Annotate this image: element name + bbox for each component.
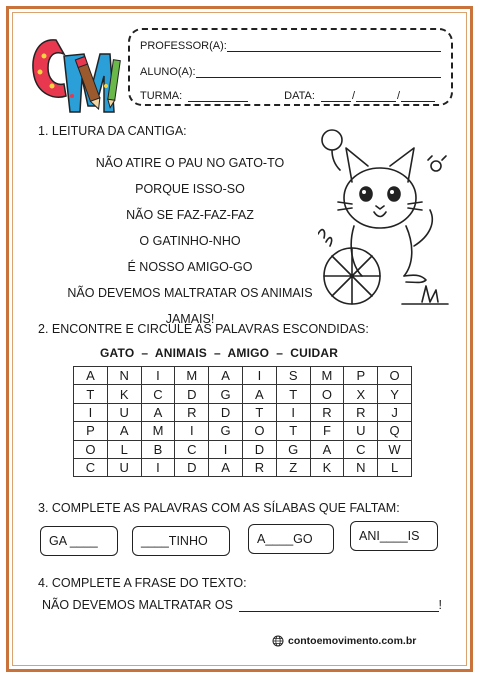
syllable-box[interactable]: A____GO <box>248 524 334 554</box>
grid-cell[interactable]: Q <box>378 422 412 440</box>
grid-cell[interactable]: S <box>276 367 310 385</box>
aluno-line <box>140 66 441 78</box>
grid-cell[interactable]: T <box>242 403 276 421</box>
grid-cell[interactable]: U <box>107 458 141 476</box>
month-field[interactable] <box>356 90 396 102</box>
grid-cell[interactable]: T <box>74 385 108 403</box>
grid-cell[interactable]: R <box>175 403 209 421</box>
grid-cell[interactable]: O <box>74 440 108 458</box>
grid-cell[interactable]: I <box>74 403 108 421</box>
grid-row <box>74 403 412 421</box>
grid-cell[interactable]: M <box>141 422 175 440</box>
grid-cell[interactable]: A <box>209 458 243 476</box>
grid-cell[interactable]: A <box>242 385 276 403</box>
kitten-with-ball-illustration <box>318 126 454 312</box>
grid-cell[interactable]: U <box>344 422 378 440</box>
section1-title: 1. LEITURA DA CANTIGA: <box>38 124 187 138</box>
grid-row <box>74 458 412 476</box>
grid-cell[interactable]: L <box>107 440 141 458</box>
grid-cell[interactable]: I <box>141 458 175 476</box>
grid-cell[interactable]: T <box>276 385 310 403</box>
professor-field[interactable] <box>227 40 441 52</box>
sentence-text: NÃO DEVEMOS MALTRATAR OS <box>42 598 233 612</box>
grid-cell[interactable]: O <box>310 385 344 403</box>
grid-cell[interactable]: U <box>107 403 141 421</box>
grid-cell[interactable]: D <box>242 440 276 458</box>
grid-cell[interactable]: P <box>344 367 378 385</box>
hidden-words-list: GATO – ANIMAIS – AMIGO – CUIDAR <box>100 346 339 360</box>
turma-field[interactable] <box>188 90 248 102</box>
song-lyrics <box>40 150 340 332</box>
song-line: É NOSSO AMIGO-GO <box>127 260 253 274</box>
grid-cell[interactable]: D <box>175 458 209 476</box>
footer <box>272 635 416 647</box>
syllable-box[interactable]: GA ____ <box>40 526 118 556</box>
grid-cell[interactable]: A <box>310 440 344 458</box>
turma-label: TURMA: <box>140 90 183 102</box>
grid-cell[interactable]: L <box>378 458 412 476</box>
grid-cell[interactable]: I <box>242 367 276 385</box>
grid-cell[interactable]: K <box>310 458 344 476</box>
grid-cell[interactable]: Y <box>378 385 412 403</box>
grid-cell[interactable]: M <box>175 367 209 385</box>
syllable-box[interactable]: ____TINHO <box>132 526 230 556</box>
footer-site[interactable]: contoemovimento.com.br <box>288 635 417 647</box>
grid-cell[interactable]: A <box>209 367 243 385</box>
grid-cell[interactable]: I <box>276 403 310 421</box>
data-label: DATA: <box>284 90 315 102</box>
grid-cell[interactable]: R <box>344 403 378 421</box>
grid-cell[interactable]: Z <box>276 458 310 476</box>
grid-cell[interactable]: A <box>74 367 108 385</box>
grid-cell[interactable]: W <box>378 440 412 458</box>
syllable-box[interactable]: ANI____IS <box>350 521 438 551</box>
grid-cell[interactable]: G <box>209 385 243 403</box>
grid-cell[interactable]: A <box>141 403 175 421</box>
grid-cell[interactable]: M <box>310 367 344 385</box>
grid-cell[interactable]: F <box>310 422 344 440</box>
section4-title: 4. COMPLETE A FRASE DO TEXTO: <box>38 576 247 590</box>
student-info-box <box>128 28 453 106</box>
grid-cell[interactable]: D <box>175 385 209 403</box>
globe-icon <box>272 635 284 647</box>
song-line: NÃO DEVEMOS MALTRATAR OS ANIMAIS <box>67 286 313 300</box>
grid-cell[interactable]: O <box>242 422 276 440</box>
grid-row <box>74 367 412 385</box>
professor-label: PROFESSOR(A): <box>140 40 227 52</box>
aluno-label: ALUNO(A): <box>140 66 196 78</box>
grid-cell[interactable]: G <box>209 422 243 440</box>
grid-cell[interactable]: O <box>378 367 412 385</box>
section3-title: 3. COMPLETE AS PALAVRAS COM AS SÍLABAS QUE FALTAM: <box>38 501 400 515</box>
grid-cell[interactable]: A <box>107 422 141 440</box>
song-line: NÃO SE FAZ-FAZ-FAZ <box>126 208 254 222</box>
grid-cell[interactable]: R <box>242 458 276 476</box>
grid-cell[interactable]: C <box>74 458 108 476</box>
grid-cell[interactable]: R <box>310 403 344 421</box>
grid-cell[interactable]: C <box>141 385 175 403</box>
grid-cell[interactable]: G <box>276 440 310 458</box>
aluno-field[interactable] <box>196 66 441 78</box>
grid-cell[interactable]: T <box>276 422 310 440</box>
grid-row <box>74 440 412 458</box>
song-line: PORQUE ISSO-SO <box>135 182 245 196</box>
sentence-blank[interactable] <box>239 599 439 612</box>
complete-sentence <box>42 598 442 612</box>
grid-cell[interactable]: P <box>74 422 108 440</box>
year-field[interactable] <box>401 90 435 102</box>
grid-cell[interactable]: K <box>107 385 141 403</box>
date-slash: / <box>397 90 401 102</box>
professor-line <box>140 40 441 52</box>
grid-cell[interactable]: B <box>141 440 175 458</box>
grid-cell[interactable]: X <box>344 385 378 403</box>
grid-cell[interactable]: N <box>107 367 141 385</box>
grid-cell[interactable]: C <box>175 440 209 458</box>
pencil-letters-logo-icon <box>26 26 122 122</box>
song-line: NÃO ATIRE O PAU NO GATO-TO <box>95 156 285 170</box>
word-search-grid <box>73 366 412 477</box>
grid-cell[interactable]: I <box>141 367 175 385</box>
turma-data-line <box>140 90 441 102</box>
song-line: O GATINHO-NHO <box>139 234 241 248</box>
day-field[interactable] <box>321 90 351 102</box>
grid-cell[interactable]: N <box>344 458 378 476</box>
grid-cell[interactable]: C <box>344 440 378 458</box>
grid-row <box>74 422 412 440</box>
song-line: JAMAIS! <box>165 312 215 326</box>
date-slash: / <box>351 90 355 102</box>
grid-cell[interactable]: I <box>209 440 243 458</box>
sentence-end: ! <box>438 598 442 612</box>
grid-cell[interactable]: I <box>175 422 209 440</box>
grid-cell[interactable]: J <box>378 403 412 421</box>
grid-cell[interactable]: D <box>209 403 243 421</box>
section2-title: 2. ENCONTRE E CIRCULE AS PALAVRAS ESCONDIDAS: <box>38 322 369 336</box>
grid-row <box>74 385 412 403</box>
